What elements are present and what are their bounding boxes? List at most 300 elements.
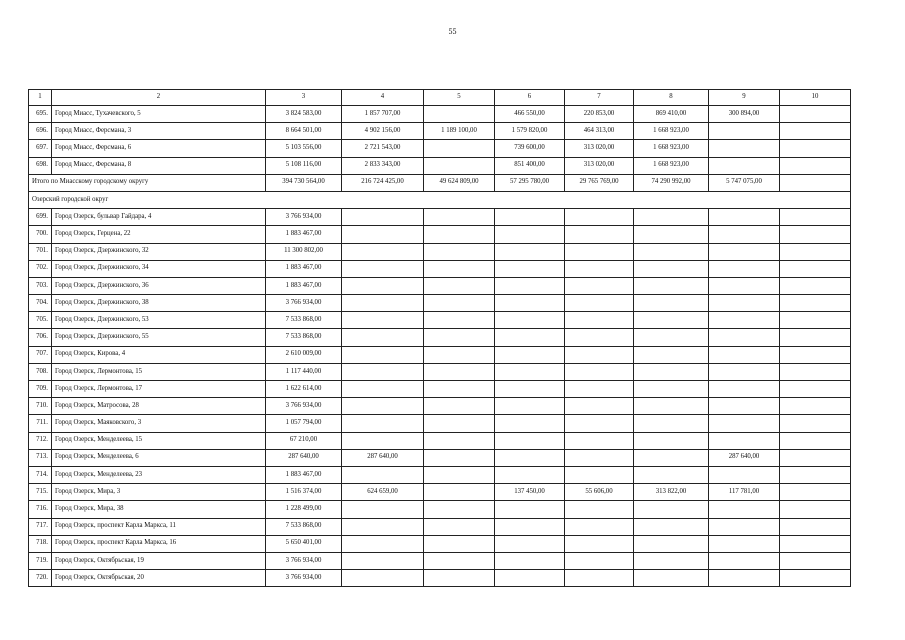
table-row (29, 501, 851, 518)
header-cell: 1 (29, 90, 52, 106)
amount-cell: 11 300 802,00 (266, 243, 342, 260)
address-cell: Город Озерск, Менделеева, 23 (52, 466, 266, 483)
amount-cell (709, 295, 780, 312)
amount-cell (495, 312, 565, 329)
amount-cell: 624 659,00 (342, 484, 424, 501)
amount-cell (424, 329, 495, 346)
amount-cell (780, 140, 851, 157)
amount-cell (342, 346, 424, 363)
amount-cell (424, 518, 495, 535)
amount-cell (709, 552, 780, 569)
amount-cell (709, 363, 780, 380)
row-number: 695. (29, 106, 52, 123)
amount-cell (634, 346, 709, 363)
amount-cell: 3 766 934,00 (266, 295, 342, 312)
amount-cell (424, 226, 495, 243)
table-row (29, 140, 851, 157)
total-cell: 216 724 425,00 (342, 174, 424, 191)
amount-cell (565, 552, 634, 569)
header-cell: 9 (709, 90, 780, 106)
amount-cell (565, 432, 634, 449)
amount-cell: 851 400,00 (495, 157, 565, 174)
address-cell: Город Озерск, Октябрьская, 20 (52, 570, 266, 587)
amount-cell (424, 398, 495, 415)
row-number: 707. (29, 346, 52, 363)
amount-cell (780, 398, 851, 415)
amount-cell (780, 432, 851, 449)
amount-cell (565, 415, 634, 432)
amount-cell (424, 484, 495, 501)
table-row (29, 449, 851, 466)
table-row (29, 484, 851, 501)
amount-cell (780, 226, 851, 243)
address-cell: Город Озерск, Лермонтова, 15 (52, 363, 266, 380)
total-cell: 57 295 780,00 (495, 174, 565, 191)
amount-cell (780, 415, 851, 432)
amount-cell: 1 228 499,00 (266, 501, 342, 518)
amount-cell (709, 277, 780, 294)
amount-cell (634, 552, 709, 569)
address-cell: Город Озерск, Дзержинского, 38 (52, 295, 266, 312)
amount-cell (424, 140, 495, 157)
table-row (29, 552, 851, 569)
amount-cell (342, 363, 424, 380)
amount-cell (342, 535, 424, 552)
amount-cell (709, 157, 780, 174)
amount-cell (565, 501, 634, 518)
total-cell: 394 730 564,00 (266, 174, 342, 191)
amount-cell (709, 140, 780, 157)
address-cell: Город Озерск, Дзержинского, 53 (52, 312, 266, 329)
amount-cell (634, 295, 709, 312)
amount-cell (342, 415, 424, 432)
amount-cell (424, 157, 495, 174)
amount-cell: 1 579 820,00 (495, 123, 565, 140)
table-row (29, 398, 851, 415)
header-cell: 3 (266, 90, 342, 106)
amount-cell (424, 106, 495, 123)
amount-cell (565, 209, 634, 226)
table-row (29, 415, 851, 432)
total-cell: 74 290 992,00 (634, 174, 709, 191)
header-cell: 8 (634, 90, 709, 106)
amount-cell (780, 552, 851, 569)
amount-cell (342, 295, 424, 312)
row-number: 719. (29, 552, 52, 569)
amount-cell (495, 381, 565, 398)
amount-cell (565, 226, 634, 243)
amount-cell (780, 295, 851, 312)
amount-cell (342, 209, 424, 226)
amount-cell (342, 501, 424, 518)
amount-cell: 1 883 467,00 (266, 226, 342, 243)
table-header-row (29, 90, 851, 106)
amount-cell (709, 226, 780, 243)
header-cell: 4 (342, 90, 424, 106)
amount-cell: 137 450,00 (495, 484, 565, 501)
table-row (29, 226, 851, 243)
amount-cell (565, 518, 634, 535)
amount-cell (565, 363, 634, 380)
row-number: 701. (29, 243, 52, 260)
header-cell: 7 (565, 90, 634, 106)
amount-cell: 7 533 868,00 (266, 329, 342, 346)
amount-cell (424, 209, 495, 226)
amount-cell (780, 123, 851, 140)
amount-cell (495, 501, 565, 518)
amount-cell (634, 535, 709, 552)
amount-cell (780, 329, 851, 346)
amount-cell (424, 363, 495, 380)
amount-cell (634, 277, 709, 294)
amount-cell: 5 108 116,00 (266, 157, 342, 174)
row-number: 714. (29, 466, 52, 483)
amount-cell (495, 570, 565, 587)
amount-cell (634, 415, 709, 432)
amount-cell (565, 260, 634, 277)
amount-cell (780, 157, 851, 174)
amount-cell (565, 466, 634, 483)
header-cell: 6 (495, 90, 565, 106)
amount-cell: 220 853,00 (565, 106, 634, 123)
amount-cell (709, 398, 780, 415)
row-number: 697. (29, 140, 52, 157)
amount-cell: 55 606,00 (565, 484, 634, 501)
amount-cell: 7 533 868,00 (266, 312, 342, 329)
address-cell: Город Озерск, проспект Карла Маркса, 16 (52, 535, 266, 552)
row-number: 708. (29, 363, 52, 380)
amount-cell (495, 449, 565, 466)
amount-cell (495, 466, 565, 483)
amount-cell: 3 766 934,00 (266, 398, 342, 415)
amount-cell: 287 640,00 (342, 449, 424, 466)
amount-cell (780, 570, 851, 587)
amount-cell (634, 260, 709, 277)
table-row (29, 243, 851, 260)
amount-cell (709, 518, 780, 535)
table-row (29, 157, 851, 174)
total-cell: 29 765 769,00 (565, 174, 634, 191)
amount-cell (342, 226, 424, 243)
amount-cell: 8 664 501,00 (266, 123, 342, 140)
amount-cell (495, 346, 565, 363)
table-row (29, 570, 851, 587)
address-cell: Город Миасс, Ферсмана, 3 (52, 123, 266, 140)
row-number: 703. (29, 277, 52, 294)
amount-cell (780, 449, 851, 466)
address-cell: Город Озерск, Маяковского, 3 (52, 415, 266, 432)
amount-cell: 287 640,00 (266, 449, 342, 466)
row-number: 718. (29, 535, 52, 552)
amount-cell (565, 312, 634, 329)
amount-cell (709, 243, 780, 260)
total-cell: 5 747 075,00 (709, 174, 780, 191)
amount-cell (565, 570, 634, 587)
address-cell: Город Озерск, Мира, 38 (52, 501, 266, 518)
address-cell: Город Озерск, Герцена, 22 (52, 226, 266, 243)
amount-cell (424, 432, 495, 449)
amount-cell (634, 570, 709, 587)
amount-cell (342, 432, 424, 449)
amount-cell (780, 381, 851, 398)
row-number: 717. (29, 518, 52, 535)
amount-cell (495, 398, 565, 415)
section-title: Озерский городской округ (29, 191, 851, 208)
section-row (29, 191, 851, 208)
total-row (29, 174, 851, 191)
table-row (29, 209, 851, 226)
amount-cell: 5 650 401,00 (266, 535, 342, 552)
amount-cell: 3 824 583,00 (266, 106, 342, 123)
amount-cell (634, 518, 709, 535)
amount-cell: 4 902 156,00 (342, 123, 424, 140)
amount-cell: 1 189 100,00 (424, 123, 495, 140)
amount-cell (342, 570, 424, 587)
amount-cell (780, 484, 851, 501)
amount-cell (709, 432, 780, 449)
row-number: 720. (29, 570, 52, 587)
table-row (29, 381, 851, 398)
amount-cell: 1 883 467,00 (266, 260, 342, 277)
amount-cell (780, 346, 851, 363)
amount-cell (424, 535, 495, 552)
amount-cell: 869 410,00 (634, 106, 709, 123)
row-number: 698. (29, 157, 52, 174)
amount-cell (780, 312, 851, 329)
total-cell (780, 174, 851, 191)
amount-cell: 1 883 467,00 (266, 277, 342, 294)
amount-cell (424, 449, 495, 466)
page-number: 55 (448, 27, 457, 36)
amount-cell (780, 501, 851, 518)
amount-cell (424, 552, 495, 569)
amount-cell (634, 226, 709, 243)
amount-cell: 1 668 923,00 (634, 157, 709, 174)
amount-cell: 7 533 868,00 (266, 518, 342, 535)
amount-cell (495, 226, 565, 243)
amount-cell (634, 466, 709, 483)
table-row (29, 466, 851, 483)
amount-cell: 1 516 374,00 (266, 484, 342, 501)
amount-cell (342, 329, 424, 346)
amount-cell (565, 243, 634, 260)
amount-cell (424, 381, 495, 398)
table-row (29, 432, 851, 449)
row-number: 715. (29, 484, 52, 501)
amount-cell: 313 822,00 (634, 484, 709, 501)
amount-cell (342, 518, 424, 535)
row-number: 699. (29, 209, 52, 226)
address-cell: Город Озерск, проспект Карла Маркса, 11 (52, 518, 266, 535)
amount-cell: 2 833 343,00 (342, 157, 424, 174)
amount-cell (565, 277, 634, 294)
amount-cell: 3 766 934,00 (266, 209, 342, 226)
amount-cell: 300 894,00 (709, 106, 780, 123)
amount-cell (780, 518, 851, 535)
amount-cell (709, 466, 780, 483)
amount-cell (709, 501, 780, 518)
amount-cell (495, 277, 565, 294)
registry-table (28, 89, 851, 587)
address-cell: Город Озерск, Дзержинского, 36 (52, 277, 266, 294)
amount-cell (495, 329, 565, 346)
amount-cell (342, 381, 424, 398)
row-number: 700. (29, 226, 52, 243)
amount-cell (342, 277, 424, 294)
amount-cell: 287 640,00 (709, 449, 780, 466)
total-cell: 49 624 809,00 (424, 174, 495, 191)
header-cell: 2 (52, 90, 266, 106)
amount-cell (342, 243, 424, 260)
amount-cell (495, 552, 565, 569)
address-cell: Город Озерск, бульвар Гайдара, 4 (52, 209, 266, 226)
amount-cell (342, 312, 424, 329)
amount-cell (424, 415, 495, 432)
address-cell: Город Озерск, Дзержинского, 32 (52, 243, 266, 260)
amount-cell (780, 209, 851, 226)
table-row (29, 535, 851, 552)
amount-cell: 313 020,00 (565, 157, 634, 174)
address-cell: Город Озерск, Менделеева, 15 (52, 432, 266, 449)
amount-cell (780, 277, 851, 294)
amount-cell (424, 346, 495, 363)
amount-cell (780, 260, 851, 277)
amount-cell (424, 243, 495, 260)
amount-cell (565, 295, 634, 312)
amount-cell: 1 668 923,00 (634, 123, 709, 140)
address-cell: Город Озерск, Матросова, 28 (52, 398, 266, 415)
amount-cell: 67 210,00 (266, 432, 342, 449)
amount-cell (634, 363, 709, 380)
row-number: 706. (29, 329, 52, 346)
amount-cell: 3 766 934,00 (266, 570, 342, 587)
row-number: 709. (29, 381, 52, 398)
amount-cell (342, 552, 424, 569)
amount-cell: 1 622 614,00 (266, 381, 342, 398)
table-row (29, 277, 851, 294)
table-row (29, 518, 851, 535)
table-row (29, 106, 851, 123)
table-body (29, 90, 851, 587)
header-cell: 10 (780, 90, 851, 106)
address-cell: Город Миасс, Ферсмана, 8 (52, 157, 266, 174)
amount-cell (495, 363, 565, 380)
row-number: 710. (29, 398, 52, 415)
amount-cell: 2 721 543,00 (342, 140, 424, 157)
amount-cell (634, 449, 709, 466)
amount-cell (565, 381, 634, 398)
amount-cell (565, 449, 634, 466)
address-cell: Город Озерск, Дзержинского, 55 (52, 329, 266, 346)
amount-cell (709, 346, 780, 363)
amount-cell (634, 432, 709, 449)
amount-cell (780, 535, 851, 552)
amount-cell (495, 295, 565, 312)
table-row (29, 260, 851, 277)
amount-cell (565, 398, 634, 415)
amount-cell: 1 668 923,00 (634, 140, 709, 157)
row-number: 704. (29, 295, 52, 312)
address-cell: Город Озерск, Мира, 3 (52, 484, 266, 501)
amount-cell (634, 209, 709, 226)
amount-cell (709, 260, 780, 277)
amount-cell (495, 535, 565, 552)
row-number: 712. (29, 432, 52, 449)
amount-cell (709, 535, 780, 552)
amount-cell: 466 550,00 (495, 106, 565, 123)
amount-cell (709, 312, 780, 329)
amount-cell: 117 781,00 (709, 484, 780, 501)
table-row (29, 346, 851, 363)
address-cell: Город Озерск, Кирова, 4 (52, 346, 266, 363)
amount-cell (424, 501, 495, 518)
header-cell: 5 (424, 90, 495, 106)
amount-cell: 464 313,00 (565, 123, 634, 140)
amount-cell (424, 260, 495, 277)
address-cell: Город Миасс, Тухачевского, 5 (52, 106, 266, 123)
row-number: 713. (29, 449, 52, 466)
row-number: 702. (29, 260, 52, 277)
amount-cell (565, 346, 634, 363)
amount-cell (709, 329, 780, 346)
amount-cell (709, 381, 780, 398)
amount-cell (424, 570, 495, 587)
row-number: 705. (29, 312, 52, 329)
table-row (29, 312, 851, 329)
amount-cell: 1 117 440,00 (266, 363, 342, 380)
amount-cell (495, 518, 565, 535)
table-row (29, 123, 851, 140)
row-number: 716. (29, 501, 52, 518)
amount-cell: 2 610 009,00 (266, 346, 342, 363)
table-row (29, 329, 851, 346)
row-number: 696. (29, 123, 52, 140)
table-row (29, 363, 851, 380)
amount-cell (780, 363, 851, 380)
amount-cell: 1 857 707,00 (342, 106, 424, 123)
amount-cell: 1 883 467,00 (266, 466, 342, 483)
amount-cell (709, 209, 780, 226)
amount-cell: 313 020,00 (565, 140, 634, 157)
address-cell: Город Озерск, Лермонтова, 17 (52, 381, 266, 398)
amount-cell (780, 466, 851, 483)
amount-cell (709, 570, 780, 587)
table-row (29, 295, 851, 312)
amount-cell (495, 209, 565, 226)
amount-cell (634, 501, 709, 518)
amount-cell (495, 432, 565, 449)
amount-cell: 3 766 934,00 (266, 552, 342, 569)
amount-cell (780, 106, 851, 123)
amount-cell: 739 600,00 (495, 140, 565, 157)
amount-cell (565, 535, 634, 552)
address-cell: Город Озерск, Дзержинского, 34 (52, 260, 266, 277)
amount-cell (495, 415, 565, 432)
amount-cell (634, 243, 709, 260)
amount-cell (565, 329, 634, 346)
amount-cell (495, 260, 565, 277)
amount-cell (424, 466, 495, 483)
amount-cell (634, 398, 709, 415)
amount-cell (424, 295, 495, 312)
amount-cell (709, 415, 780, 432)
amount-cell (424, 277, 495, 294)
amount-cell (634, 329, 709, 346)
amount-cell (342, 466, 424, 483)
amount-cell (634, 312, 709, 329)
amount-cell (342, 260, 424, 277)
address-cell: Город Озерск, Октябрьская, 19 (52, 552, 266, 569)
